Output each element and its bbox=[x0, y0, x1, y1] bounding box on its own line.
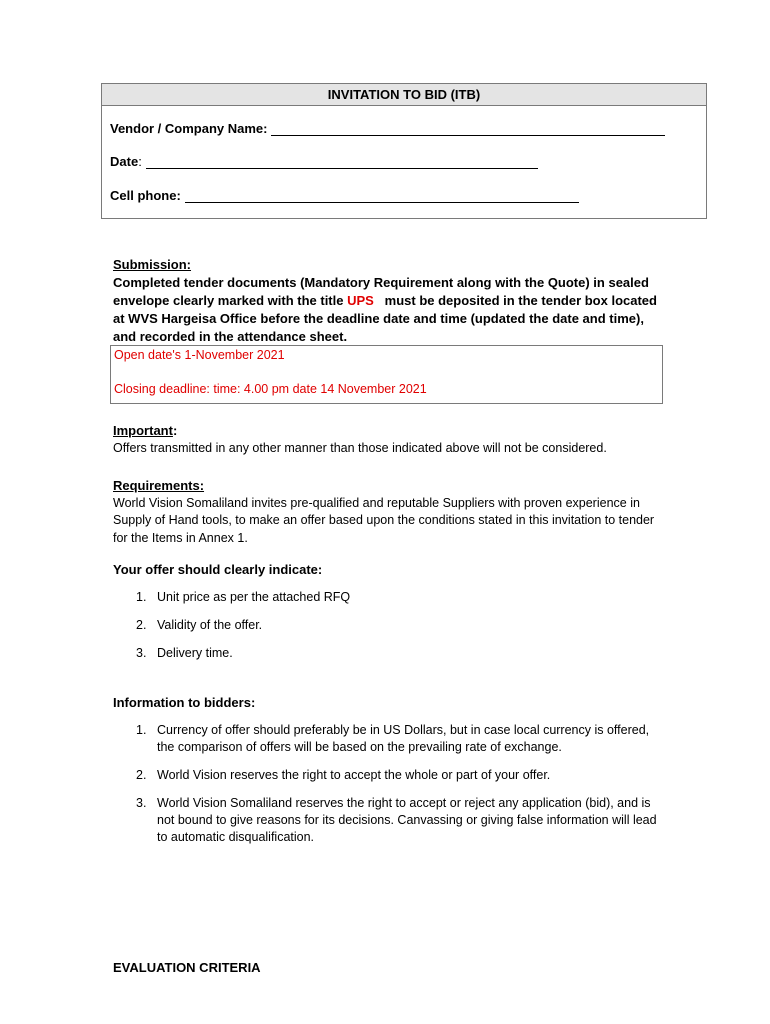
date-field[interactable] bbox=[110, 154, 538, 169]
vendor-label: Vendor / Company Name: bbox=[110, 121, 268, 136]
closing-deadline: Closing deadline: time: 4.00 pm date 14 November 2021 bbox=[114, 382, 427, 396]
requirements-section bbox=[113, 477, 663, 547]
submission-heading: Submission: bbox=[113, 257, 192, 272]
itb-title: INVITATION TO BID (ITB) bbox=[102, 84, 706, 106]
bidders-item bbox=[136, 767, 666, 784]
submission-text-part2: must be deposited in the tender box located at WVS Hargeisa Office before the deadline date and time (updated the date and time), and recorded in the attendance sheet. bbox=[113, 293, 661, 344]
list-text: World Vision Somaliland reserves the right to accept or reject any application (bid), and is not bound to give reasons for its decisions. Canvassing or giving false information will lead to automatic disqualification. bbox=[157, 796, 657, 844]
list-text: World Vision reserves the right to accept the whole or part of your offer. bbox=[157, 768, 551, 782]
important-colon: : bbox=[172, 423, 178, 438]
list-number: 3. bbox=[136, 796, 147, 810]
important-heading: Important bbox=[113, 423, 173, 438]
list-text: Unit price as per the attached RFQ bbox=[157, 590, 351, 604]
bidders-heading: Information to bidders: bbox=[113, 695, 256, 710]
submission-section bbox=[113, 256, 665, 346]
open-date: Open date's 1-November 2021 bbox=[114, 348, 285, 362]
offer-heading: Your offer should clearly indicate: bbox=[113, 562, 323, 577]
list-number: 1. bbox=[136, 723, 147, 737]
list-text: Validity of the offer. bbox=[157, 618, 263, 632]
list-number: 1. bbox=[136, 590, 147, 604]
bidders-item bbox=[136, 722, 666, 756]
date-label: Date bbox=[110, 154, 139, 169]
dates-box bbox=[110, 345, 663, 404]
list-text: Delivery time. bbox=[157, 646, 233, 660]
important-section bbox=[113, 422, 663, 457]
cell-phone-blank-line[interactable] bbox=[185, 190, 579, 203]
date-colon: : bbox=[138, 154, 142, 169]
list-number: 2. bbox=[136, 618, 147, 632]
cell-phone-field[interactable] bbox=[110, 188, 579, 203]
list-number: 2. bbox=[136, 768, 147, 782]
submission-text bbox=[113, 274, 665, 346]
requirements-text: World Vision Somaliland invites pre-qualified and reputable Suppliers with proven experience in Supply of Hand tools, to make an offer based upon the conditions stated in this invitation to tender for the Items in Annex 1. bbox=[113, 495, 655, 545]
itb-box bbox=[101, 83, 707, 219]
offer-item bbox=[136, 589, 666, 606]
important-text: Offers transmitted in any other manner than those indicated above will not be considered. bbox=[113, 440, 607, 455]
vendor-field[interactable] bbox=[110, 121, 665, 136]
offer-item bbox=[136, 617, 666, 634]
vendor-blank-line[interactable] bbox=[271, 123, 665, 136]
requirements-heading: Requirements: bbox=[113, 478, 205, 493]
date-blank-line[interactable] bbox=[146, 156, 538, 169]
evaluation-heading: EVALUATION CRITERIA bbox=[113, 960, 261, 975]
ups-title: UPS bbox=[347, 293, 374, 308]
list-text: Currency of offer should preferably be in US Dollars, but in case local currency is offered, the comparison of offers will be based on the prevailing rate of exchange. bbox=[157, 723, 650, 754]
submission-text-part1: Completed tender documents (Mandatory Requirement along with the Quote) in sealed envelope clearly marked with the title bbox=[113, 275, 649, 308]
offer-item bbox=[136, 645, 666, 662]
cell-phone-label: Cell phone: bbox=[110, 188, 181, 203]
list-number: 3. bbox=[136, 646, 147, 660]
bidders-item bbox=[136, 795, 666, 846]
